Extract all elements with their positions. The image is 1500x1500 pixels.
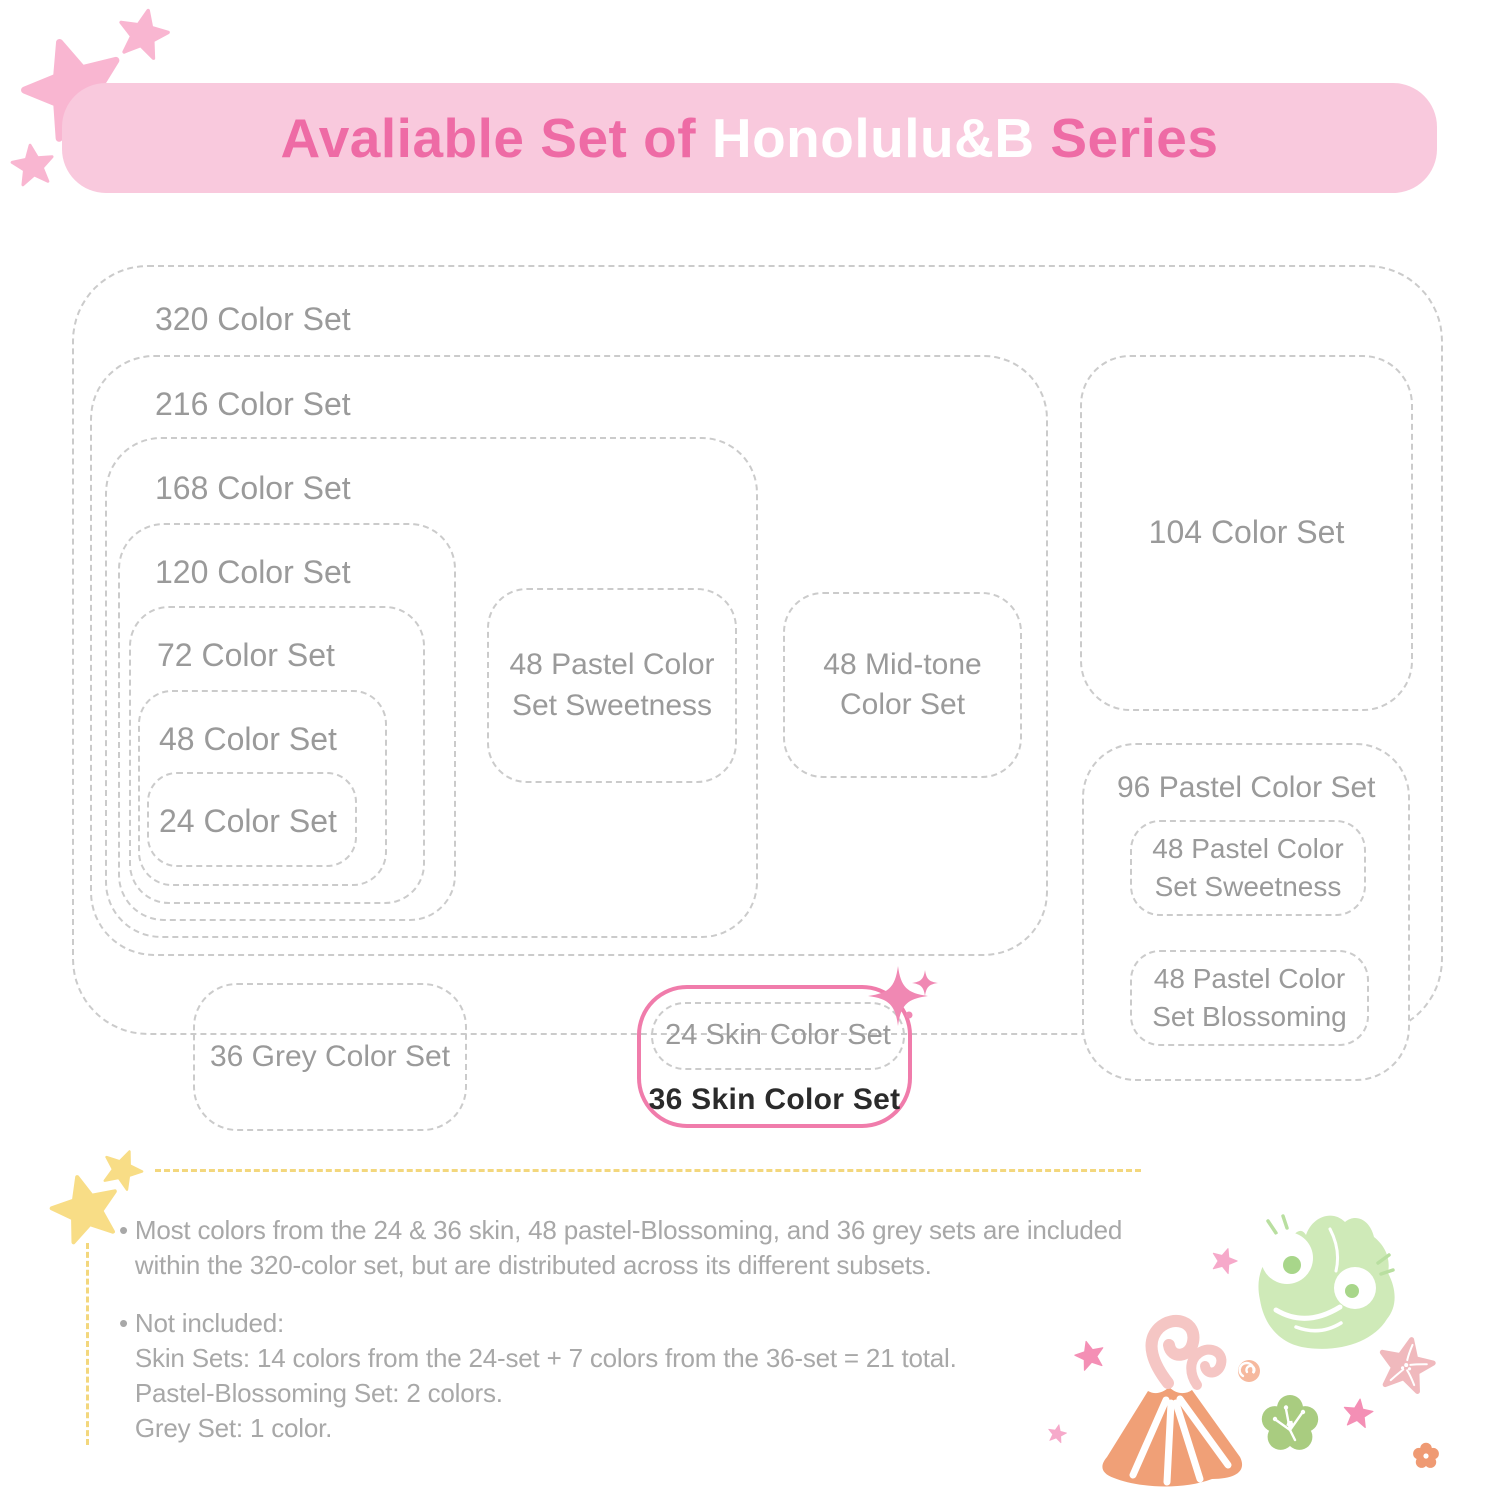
volcano-icon [1102, 1321, 1242, 1487]
set-label-96-blossoming-line1: 48 Pastel Color [1153, 963, 1346, 995]
set-label-120: 120 Color Set [155, 554, 351, 590]
set-label-48: 48 Color Set [159, 721, 337, 757]
smoke-swirl-icon [1152, 1321, 1222, 1385]
set-label-48-midtone-line2: Color Set [839, 688, 966, 721]
bullet-icon: • [119, 1308, 128, 1338]
footnote-not-included-text [135, 1306, 957, 1446]
set-label-48-pastel-line1: 48 Pastel Color [509, 648, 715, 681]
footnote-included-text [135, 1213, 1122, 1283]
plumeria-flower-icon [1376, 1334, 1437, 1393]
footnote-not-included-heading: Not included: [134, 1308, 285, 1338]
footnote-included [119, 1213, 1122, 1283]
footnote-not-included [119, 1306, 957, 1446]
set-label-48-midtone-line1: 48 Mid-tone [823, 647, 982, 681]
yellow-dashed-rule [86, 1243, 89, 1445]
footnote-included-line1: Most colors from the 24 & 36 skin, 48 pastel-Blossoming, and 36 grey sets are included [134, 1215, 1123, 1245]
set-label-96-sweetness-line1: 48 Pastel Color [1152, 833, 1344, 865]
set-label-24-skin: 24 Skin Color Set [665, 1019, 891, 1052]
set-box-48-midtone [783, 592, 1022, 778]
set-box-104 [1080, 355, 1413, 711]
set-label-104: 104 Color Set [1148, 514, 1345, 551]
footnote-grey-set-line: Grey Set: 1 color. [134, 1413, 333, 1443]
set-label-96-sweetness-line2: Set Sweetness [1154, 871, 1342, 902]
sparkle-icon [862, 958, 942, 1030]
set-label-36-skin: 36 Skin Color Set [648, 1083, 901, 1116]
set-label-320: 320 Color Set [155, 301, 351, 337]
green-flower-icon [1262, 1395, 1318, 1450]
header-banner [62, 83, 1437, 193]
title-prefix: Avaliable Set of [280, 107, 712, 169]
set-label-216: 216 Color Set [155, 386, 351, 422]
set-label-36-grey: 36 Grey Color Set [209, 1039, 451, 1073]
mascot-illustration [1040, 1195, 1450, 1500]
set-box-36-grey [193, 983, 467, 1131]
orange-flower-icon [1413, 1443, 1439, 1468]
title-brand: Honolulu&B [711, 107, 1035, 169]
set-label-168: 168 Color Set [155, 470, 351, 506]
yellow-dashed-divider [155, 1169, 1141, 1172]
page-title [281, 106, 1219, 170]
set-label-96-blossoming-line2: Set Blossoming [1152, 1001, 1347, 1032]
set-box-96-sub-blossoming [1130, 950, 1369, 1046]
chameleon-icon [1258, 1216, 1394, 1349]
set-label-72: 72 Color Set [157, 637, 335, 673]
footnote-skin-sets-line: Skin Sets: 14 colors from the 24-set + 7 colors from the 36-set = 21 total. [134, 1343, 957, 1373]
set-box-48-pastel-sweetness [487, 588, 737, 783]
footnote-pastel-blossoming-line: Pastel-Blossoming Set: 2 colors. [134, 1378, 503, 1408]
set-label-48-pastel-line2: Set Sweetness [511, 688, 713, 722]
footnote-included-line2: within the 320-color set, but are distributed across its different subsets. [134, 1250, 932, 1280]
set-label-96-pastel: 96 Pastel Color Set [1117, 771, 1376, 804]
set-box-96-sub-sweetness [1130, 820, 1366, 916]
title-suffix: Series [1034, 107, 1219, 169]
shell-icon [1238, 1360, 1260, 1382]
bullet-icon: • [119, 1215, 128, 1245]
set-label-24: 24 Color Set [159, 803, 337, 839]
